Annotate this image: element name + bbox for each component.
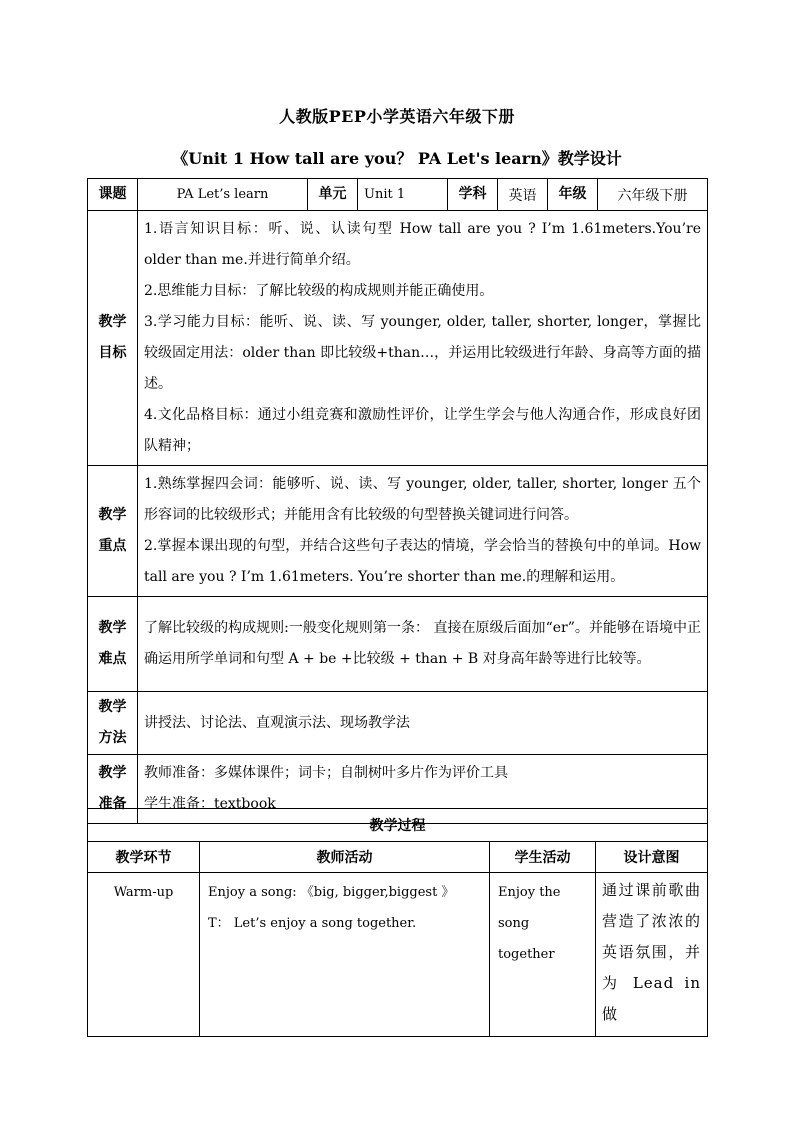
difficulties-text: 了解比较级的构成规则:一般变化规则第一条： 直接在原级后面加“er”。并能够在语境中正确运用所学单词和句型 A + be +比较级 + than + B 对身高年龄等进行比较等。 <box>144 620 701 667</box>
key-points-label <box>88 466 138 597</box>
preparation-label-line1: 教学 <box>98 765 127 781</box>
difficulties-label <box>88 597 138 692</box>
difficulties-label-line2: 难点 <box>98 651 127 667</box>
goal-item: 2.思维能力目标：了解比较级的构成规则并能正确使用。 <box>144 283 494 299</box>
key-points-label-line1: 教学 <box>98 507 127 523</box>
methods-label-line1: 教学 <box>98 699 127 715</box>
student-preparation: 学生准备：textbook <box>144 796 276 812</box>
subject-value: 英语 <box>498 179 548 211</box>
difficulties-label-line1: 教学 <box>98 620 127 636</box>
document-title: 人教版PEP小学英语六年级下册 <box>279 107 515 126</box>
methods-content <box>138 692 708 755</box>
key-point-item: 2.掌握本课出现的句型，并结合这些句子表达的情境，学会恰当的替换句中的单词。How tall are you ? I’m 1.61meters. You’re shorter than me.的理解和运用。 <box>144 538 701 585</box>
topic-label: 课题 <box>88 179 138 211</box>
key-point-item: 1.熟练掌握四会词：能够听、说、读、写 younger, older, taller, shorter, longer 五个形容词的比较级形式；并能用含有比较级的句型替换关键词进行问答。 <box>144 476 701 523</box>
topic-value: PA Let’s learn <box>138 179 308 211</box>
key-points-label-line2: 重点 <box>98 538 127 554</box>
goals-label <box>88 211 138 466</box>
unit-value: Unit 1 <box>358 179 448 211</box>
goals-row <box>88 211 708 466</box>
teacher-preparation: 教师准备：多媒体课件；词卡；自制树叶多片作为评价工具 <box>144 765 508 781</box>
process-table <box>87 808 708 1037</box>
lesson-plan-table <box>87 178 708 824</box>
stage-cell: Warm-up <box>88 873 200 1037</box>
subject-label: 学科 <box>448 179 498 211</box>
methods-label-line2: 方法 <box>98 730 127 746</box>
preparation-label-line2: 准备 <box>98 796 127 812</box>
process-title: 教学过程 <box>88 809 708 842</box>
grade-value: 六年级下册 <box>598 179 708 211</box>
goals-label-line2: 目标 <box>98 345 127 361</box>
header-row <box>88 179 708 211</box>
table-row <box>88 873 708 1037</box>
teacher-activity-line: T： Let’s enjoy a song together. <box>208 916 417 931</box>
goals-label-line1: 教学 <box>98 314 127 330</box>
process-header-row <box>88 842 708 873</box>
column-header: 设计意图 <box>596 842 708 873</box>
document-subtitle: 《Unit 1 How tall are you？ PA Let's learn》教学设计 <box>172 149 622 168</box>
key-points-content <box>138 466 708 597</box>
methods-label <box>88 692 138 755</box>
key-points-row <box>88 466 708 597</box>
difficulties-content <box>138 597 708 692</box>
goal-item: 3.学习能力目标：能听、说、读、写 younger, older, taller, shorter, longer，掌握比较级固定用法：older than 即比较级+than…，并运用比较级进行年龄、身高等方面的描述。 <box>144 314 701 392</box>
methods-text: 讲授法、讨论法、直观演示法、现场教学法 <box>144 714 410 731</box>
student-activity-cell: Enjoy the song together <box>490 873 596 1037</box>
grade-label: 年级 <box>548 179 598 211</box>
goals-content <box>138 211 708 466</box>
column-header: 教师活动 <box>200 842 490 873</box>
column-header: 教学环节 <box>88 842 200 873</box>
goal-item: 1.语言知识目标：听、说、认读句型 How tall are you ? I’m 1.61meters.You’re older than me.并进行简单介绍。 <box>144 221 701 268</box>
column-header: 学生活动 <box>490 842 596 873</box>
design-intent-cell: 通过课前歌曲营造了浓浓的英语氛围，并为 Lead in 做 <box>596 873 708 1037</box>
teacher-activity-cell <box>200 873 490 1037</box>
teacher-activity-line: Enjoy a song: 《big, bigger,biggest 》 <box>208 885 455 900</box>
goal-item: 4.文化品格目标：通过小组竞赛和激励性评价，让学生学会与他人沟通合作，形成良好团队精神； <box>144 407 701 454</box>
methods-row <box>88 692 708 755</box>
unit-label: 单元 <box>308 179 358 211</box>
difficulties-row <box>88 597 708 692</box>
